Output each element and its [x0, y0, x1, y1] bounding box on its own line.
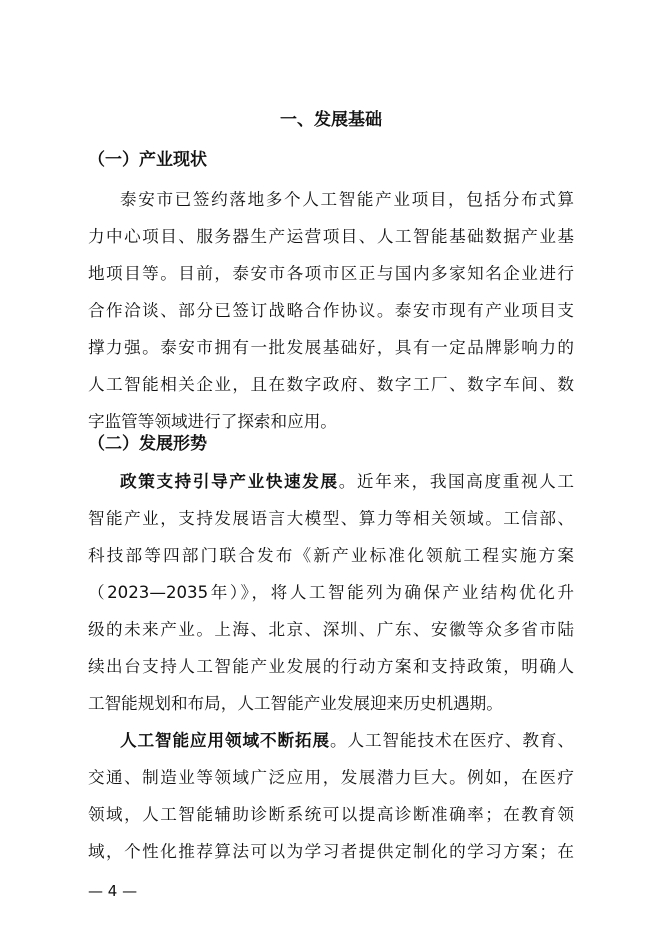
paragraph-line: 撑力强。泰安市拥有一批发展基础好，具有一定品牌影响力的 — [88, 338, 574, 357]
paragraph-line: 级的未来产业。上海、北京、深圳、广东、安徽等众多省市陆 — [88, 620, 574, 639]
paragraph-line: 智能产业，支持发展语言大模型、算力等相关领域。工信部、 — [88, 509, 574, 528]
subsection-heading-industry-status: （一）产业现状 — [88, 150, 207, 170]
page-number: — 4 — — [88, 882, 138, 900]
paragraph-line: 字监管等领域进行了探索和应用。 — [88, 412, 337, 431]
paragraph-line: 泰安市已签约落地多个人工智能产业项目，包括分布式算 — [120, 190, 574, 209]
paragraph-first-rest: 。人工智能技术在医疗、教育、 — [329, 731, 575, 750]
paragraph-lead-application: 人工智能应用领域不断拓展 — [120, 731, 330, 750]
section-title: 一、发展基础 — [280, 110, 382, 130]
paragraph-line: 续出台支持人工智能产业发展的行动方案和支持政策，明确人 — [88, 657, 574, 676]
paragraph-line: 交通、制造业等领域广泛应用，发展潜力巨大。例如，在医疗 — [88, 768, 574, 787]
paragraph-line: 地项目等。目前，泰安市各项市区正与国内多家知名企业进行 — [88, 264, 574, 283]
paragraph-line: 域，个性化推荐算法可以为学习者提供定制化的学习方案；在 — [88, 842, 574, 861]
paragraph-line: 科技部等四部门联合发布《新产业标准化领航工程实施方案 — [88, 546, 574, 565]
paragraph-line: （2023—2035年）》，将人工智能列为确保产业结构优化升 — [88, 583, 574, 602]
paragraph-first-line — [120, 470, 574, 494]
paragraph-lead-policy: 政策支持引导产业快速发展 — [120, 472, 339, 491]
paragraph-line: 人工智能相关企业，且在数字政府、数字工厂、数字车间、数 — [88, 375, 574, 394]
paragraph-first-rest: 。近年来，我国高度重视人工 — [338, 472, 574, 491]
paragraph-line: 合作洽谈、部分已签订战略合作协议。泰安市现有产业项目支 — [88, 301, 574, 320]
paragraph-first-line — [120, 729, 574, 753]
paragraph-line: 领域，人工智能辅助诊断系统可以提高诊断准确率；在教育领 — [88, 805, 574, 824]
subsection-heading-development-trend: （二）发展形势 — [88, 434, 207, 454]
paragraph-line: 工智能规划和布局，人工智能产业发展迎来历史机遇期。 — [88, 694, 503, 713]
paragraph-line: 力中心项目、服务器生产运营项目、人工智能基础数据产业基 — [88, 227, 574, 246]
